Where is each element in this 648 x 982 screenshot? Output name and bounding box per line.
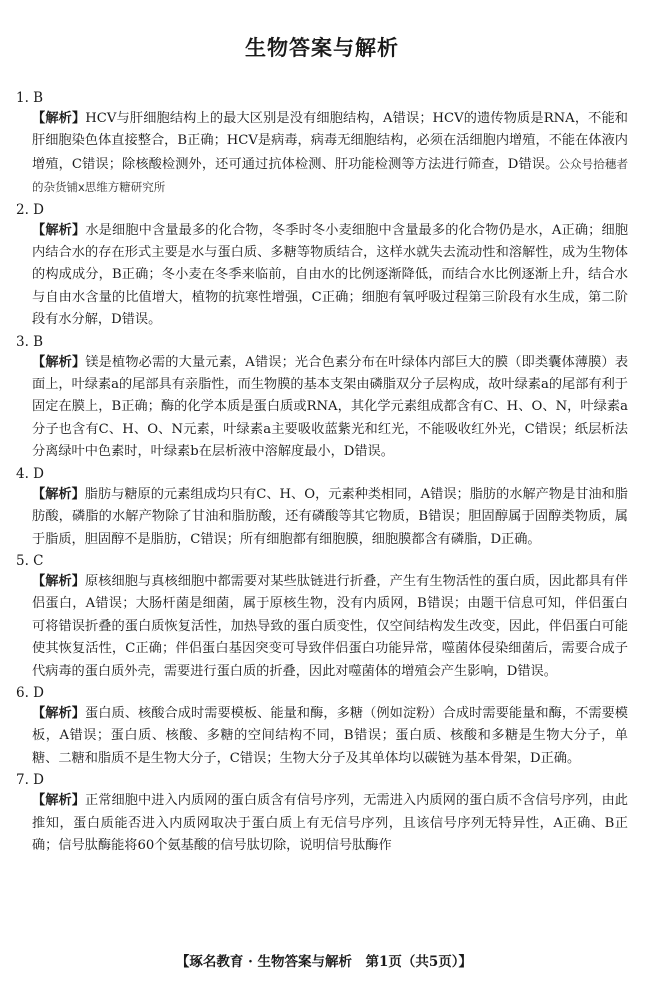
analysis-body: 镁是植物必需的大量元素，A错误；光合色素分布在叶绿体内部巨大的膜（即类囊体薄膜）表面上，叶绿素a的尾部具有亲脂性，而生物膜的基本支架由磷脂双分子层构成，故叶绿素a的尾部有利于固定在膜上，B正确；酶的化学本质是蛋白质或RNA，其化学元素组成都含有C、H、O、N，叶绿素a分子也含有C、H、O、N元素，叶绿素a主要吸收蓝紫光和红光，不能吸收红外光，C错误；纸层析法分离绿叶中色素时，叶绿素b在层析液中溶解度最小，D错误。 [32, 354, 629, 460]
question-2 [16, 200, 628, 332]
analysis-text [32, 220, 628, 332]
analysis-tag: 【解析】 [32, 486, 85, 502]
question-6 [16, 683, 628, 770]
analysis-text [32, 484, 628, 551]
analysis-tag: 【解析】 [32, 705, 85, 721]
analysis-text [32, 108, 628, 200]
analysis-tag: 【解析】 [32, 573, 85, 589]
analysis-tag: 【解析】 [32, 354, 86, 370]
analysis-body: 正常细胞中进入内质网的蛋白质含有信号序列，无需进入内质网的蛋白质不含信号序列，由此推知，蛋白质能否进入内质网取决于蛋白质上有无信号序列，且该信号序列无特异性，A正确、B正确；信号肽酶能将60个氨基酸的信号肽切除，说明信号肽酶作 [32, 793, 628, 853]
analysis-body: 水是细胞中含量最多的化合物，冬季时冬小麦细胞中含量最多的化合物仍是水，A正确；细胞内结合水的存在形式主要是水与蛋白质、多糖等物质结合，这样水就失去流动性和溶解性，成为生物体的构成成分，B正确；冬小麦在冬季来临前，自由水的比例逐渐降低，而结合水比例逐渐上升，结合水与自由水含量的比值增大，植物的抗寒性增强，C正确；细胞有氧呼吸过程第三阶段有水生成，第二阶段有水分解，D错误。 [32, 222, 629, 328]
question-4 [16, 464, 628, 551]
page-title: 生物答案与解析 [245, 35, 399, 60]
question-number: 1. B [16, 90, 44, 106]
question-number: 3. B [16, 333, 44, 350]
question-3 [16, 332, 628, 464]
question-1 [16, 88, 628, 200]
analysis-body: 蛋白质、核酸合成时需要模板、能量和酶，多糖（例如淀粉）合成时需要能量和酶，不需要模板，A错误；蛋白质、核酸、多糖的空间结构不同，B错误；蛋白质、核酸和多糖是生物大分子，单糖、二糖和脂质不是生物大分子，C错误；生物大分子及其单体均以碳链为基本骨架，D正确。 [32, 705, 628, 766]
analysis-tag: 【解析】 [32, 793, 85, 809]
question-number: 7. D [16, 772, 44, 789]
question-5 [16, 551, 628, 683]
watermark-text: 公众号拾穗者的杂货铺x思维方糖研究所 [32, 156, 628, 195]
analysis-text [32, 703, 628, 770]
analysis-body: 脂肪与糖原的元素组成均只有C、H、O，元素种类相同，A错误；脂肪的水解产物是甘油和脂肪酸，磷脂的水解产物除了甘油和脂肪酸，还有磷酸等其它物质，B错误；胆固醇属于固醇类物质，属于脂质，胆固醇不是脂肪，C错误；所有细胞都有细胞膜，细胞膜都含有磷脂，D正确。 [32, 486, 628, 547]
question-7 [16, 770, 628, 857]
analysis-tag: 【解析】 [32, 111, 86, 126]
analysis-text [32, 352, 628, 464]
analysis-body: HCV与肝细胞结构上的最大区别是没有细胞结构，A错误；HCV的遗传物质是RNA，不能和肝细胞染色体直接整合，B正确；HCV是病毒，病毒无细胞结构，必须在活细胞内增殖，不能在体液内增殖，C错误；除核酸检测外，还可通过抗体检测、肝功能检测等方法进行筛查，D错误。 [32, 111, 628, 172]
page-footer: 【琢名教育 · 生物答案与解析 第1页（共5页）】 [175, 954, 473, 970]
question-number: 4. D [16, 465, 44, 482]
question-number: 6. D [16, 684, 44, 701]
analysis-body: 原核细胞与真核细胞中都需要对某些肽链进行折叠，产生有生物活性的蛋白质，因此都具有伴侣蛋白，A错误；大肠杆菌是细菌，属于原核生物，没有内质网，B错误；由题干信息可知，伴侣蛋白可将错误折叠的蛋白质恢复活性，加热导致的蛋白质变性，仅空间结构发生改变，因此，伴侣蛋白可能使其恢复活性，C正确；伴侣蛋白基因突变可导致伴侣蛋白功能异常，噬菌体侵染细菌后，需要合成子代病毒的蛋白质外壳，需要进行蛋白质的折叠，因此对噬菌体的增殖会产生影响，D错误。 [32, 573, 628, 679]
analysis-tag: 【解析】 [32, 222, 86, 238]
question-number: 5. C [16, 552, 44, 569]
question-number: 2. D [16, 201, 44, 218]
analysis-text [32, 571, 628, 683]
analysis-text [32, 790, 628, 857]
